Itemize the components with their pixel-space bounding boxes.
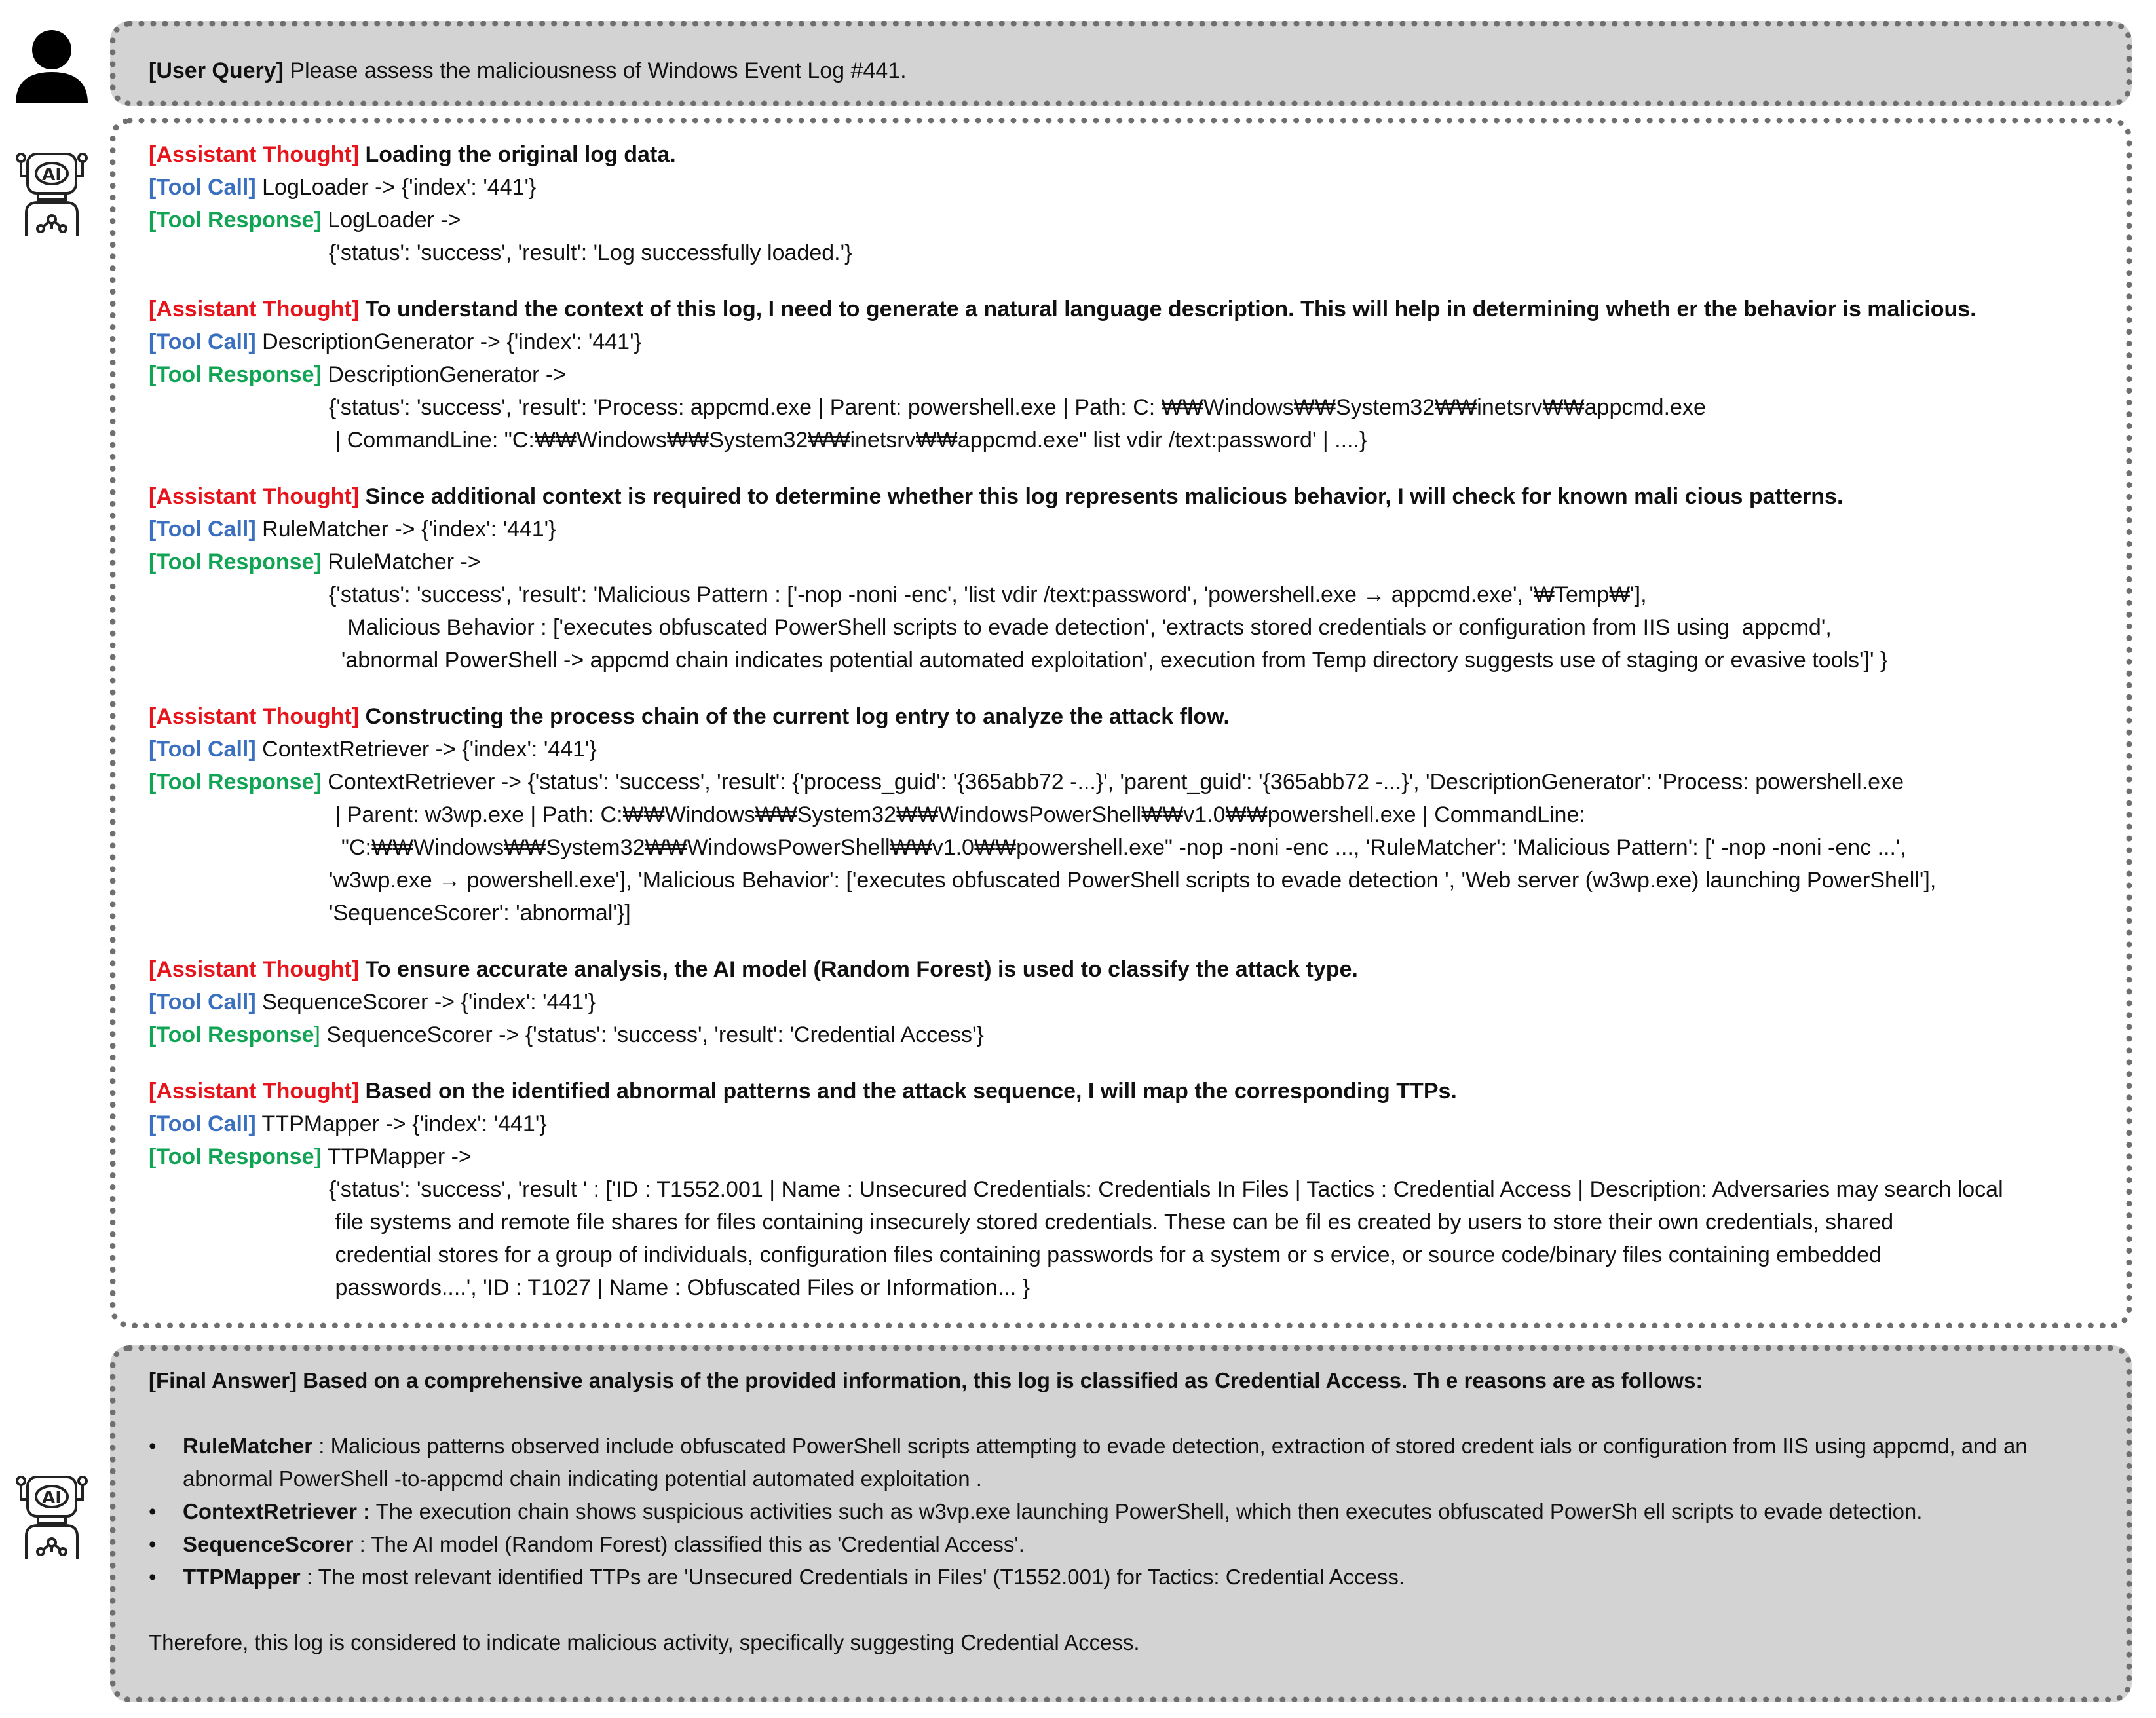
- step-sequence-scorer: [Assistant Thought] To ensure accurate analysis, the AI model (Random Forest) is used to classify the attack type. [Tool Call] SequenceScorer -> {'index': '441'} [Tool Response] SequenceScorer -> {'status': 'success', 'result': 'Credential Access'}: [149, 957, 1358, 1047]
- reason-text: : The AI model (Random Forest) classified this as 'Credential Access'.: [353, 1532, 1025, 1556]
- tool-call-label: [Tool Call]: [149, 329, 256, 354]
- tool-call-label: [Tool Call]: [149, 990, 256, 1015]
- thought-label: [Assistant Thought]: [149, 957, 360, 982]
- tool-response-label: [Tool Response]: [149, 208, 322, 233]
- tool-call-label: [Tool Call]: [149, 737, 256, 762]
- thought-text: Based on the identified abnormal patterns and the attack sequence, I will map the corresponding TTPs.: [365, 1079, 1457, 1104]
- tool-response-body: {'status': 'success', 'result ' : ['ID : T1552.001 | Name : Unsecured Credentials: Credentials In Files | Tactics : Credential Access | Description: Adversaries may search local file systems and remote file shares for files containing insecurely stored credentials. These can be fil es created by users to store their own credentials, shared credential stores for a group of individuals, configuration files containing passwords for a system or s ervice, or source code/binary files containing embedded passwords....', 'ID : T1027 | Name : Obfuscated Files or Information... }: [329, 1177, 2003, 1300]
- thought-label: [Assistant Thought]: [149, 142, 360, 167]
- tool-call-text: LogLoader -> {'index': '441'}: [262, 175, 537, 200]
- reason-text: : Malicious patterns observed include obfuscated PowerShell scripts attempting to evade detection, extraction of stored credent ials or configuration from IIS using appcmd, and an abnormal PowerShell -to-appcmd chain indicating potential automated exploitation .: [183, 1434, 2028, 1491]
- svg-text:AI: AI: [42, 165, 62, 185]
- step-log-loader: [149, 138, 2093, 269]
- tool-response-body: {'status': 'success', 'result': 'Malicious Pattern : ['-nop -noni -enc', 'list vdir /text:password', 'powershell.exe → appcmd.exe', '₩Temp₩'], Malicious Behavior : ['executes obfuscated PowerShell scripts to evade detection', 'extracts stored credentials or configuration from IIS using appcmd', 'abnormal PowerShell -> appcmd chain indicates potential automated exploitation', execution from Temp directory suggests use of staging or evasive tools']' }: [329, 582, 1888, 673]
- step-ttp-mapper: [149, 1075, 2093, 1304]
- thought-label: [Assistant Thought]: [149, 297, 360, 322]
- tool-call-label: [Tool Call]: [149, 1111, 256, 1136]
- step-context-retriever: [149, 700, 2093, 929]
- tool-response-inline: ContextRetriever -> {'status': 'success', 'result': {'process_guid': '{365abb72 -...}', 'parent_guid': '{365abb72 -...}', 'DescriptionGenerator': 'Process: powershell.exe: [328, 770, 1904, 794]
- thought-text: Constructing the process chain of the current log entry to analyze the attack flow.: [365, 704, 1230, 729]
- thought-text: Loading the original log data.: [365, 142, 676, 167]
- tool-call-text: ContextRetriever -> {'index': '441'}: [262, 737, 597, 762]
- tool-call-text: TTPMapper -> {'index': '441'}: [261, 1111, 547, 1136]
- reason-item: [149, 1495, 2093, 1528]
- tool-call-text: RuleMatcher -> {'index': '441'}: [262, 517, 556, 542]
- reason-text: : The most relevant identified TTPs are 'Unsecured Credentials in Files' (T1552.001) for Tactics: Credential Access.: [300, 1565, 1405, 1589]
- tool-response-label: [Tool Response]: [149, 770, 322, 794]
- reason-text: The execution chain shows suspicious activities such as w3vp.exe launching PowerShell, which then executes obfuscated PowerSh ell scripts to evade detection.: [370, 1499, 1923, 1523]
- thought-text: To understand the context of this log, I need to generate a natural language description. This will help in determining wheth er the behavior is malicious.: [365, 297, 1976, 322]
- final-answer-heading: [Final Answer] Based on a comprehensive analysis of the provided information, this log is classified as Credential Access. Th e reasons are as follows:: [149, 1368, 1703, 1392]
- thought-label: [Assistant Thought]: [149, 1079, 360, 1104]
- tool-call-label: [Tool Call]: [149, 175, 256, 200]
- final-conclusion: Therefore, this log is considered to indicate malicious activity, specifically suggesting Credential Access.: [149, 1630, 1140, 1654]
- tool-response-body: {'status': 'success', 'result': 'Log successfully loaded.'}: [329, 240, 852, 265]
- ai-robot-icon: [12, 1470, 92, 1562]
- tool-call-text: SequenceScorer -> {'index': '441'}: [262, 990, 596, 1015]
- ai-robot-icon: [12, 147, 92, 239]
- reason-item: [149, 1430, 2093, 1495]
- step-description-generator: [149, 293, 2093, 457]
- tool-response-head: LogLoader ->: [328, 208, 461, 233]
- tool-response-head: DescriptionGenerator ->: [328, 362, 567, 387]
- tool-response-head: RuleMatcher ->: [328, 550, 481, 574]
- tool-response-label: [Tool Response]: [149, 362, 322, 387]
- final-answer-box: [110, 1345, 2132, 1702]
- reason-tool-name: TTPMapper: [183, 1565, 301, 1589]
- tool-response-body: {'status': 'success', 'result': 'Process: appcmd.exe | Parent: powershell.exe | Path: C: ₩₩Windows₩₩System32₩₩inetsrv₩₩appcmd.exe | CommandLine: "C:₩₩Windows₩₩System32₩₩inetsrv₩₩appcmd.exe" list vdir /text:password' | ....}: [329, 395, 1706, 453]
- thought-text: To ensure accurate analysis, the AI model (Random Forest) is used to classify the attack type.: [365, 957, 1358, 982]
- user-query-box: [110, 21, 2132, 106]
- reason-tool-name: RuleMatcher: [183, 1434, 313, 1458]
- final-answer-reasons: [149, 1430, 2093, 1594]
- tool-response-label: [Tool Response]: [149, 550, 322, 574]
- reason-item: [149, 1528, 2093, 1561]
- reason-tool-name: SequenceScorer: [183, 1532, 354, 1556]
- tool-response-inline: SequenceScorer -> {'status': 'success', 'result': 'Credential Access'}: [326, 1022, 984, 1047]
- assistant-steps-box: [110, 118, 2132, 1328]
- thought-label: [Assistant Thought]: [149, 484, 360, 509]
- tool-response-body: | Parent: w3wp.exe | Path: C:₩₩Windows₩₩System32₩₩WindowsPowerShell₩₩v1.0₩₩powershell.exe | CommandLine: "C:₩₩Windows₩₩System32₩₩WindowsPowerShell₩₩v1.0₩₩powershell.exe" -nop -noni -enc ..., 'RuleMatcher': 'Malicious Pattern': [' -nop -noni -enc ...', 'w3wp.exe → powershell.exe'], 'Malicious Behavior': ['executes obfuscated PowerShell scripts to evade detection ', 'Web server (w3wp.exe) launching PowerShell'], 'SequenceScorer': 'abnormal'}]: [329, 802, 1937, 925]
- tool-call-label: [Tool Call]: [149, 517, 256, 542]
- svg-text:AI: AI: [42, 1488, 62, 1508]
- tool-response-label: [Tool Response: [149, 1022, 314, 1047]
- user-query-text: Please assess the maliciousness of Windows Event Log #441.: [283, 58, 907, 83]
- reason-tool-name: ContextRetriever :: [183, 1499, 371, 1523]
- step-rule-matcher: [149, 480, 2093, 677]
- tool-response-head: TTPMapper ->: [327, 1144, 472, 1169]
- tool-call-text: DescriptionGenerator -> {'index': '441'}: [262, 329, 641, 354]
- thought-label: [Assistant Thought]: [149, 704, 360, 729]
- thought-text: Since additional context is required to determine whether this log represents malicious behavior, I will check for known mali cious patterns.: [365, 484, 1844, 509]
- user-avatar-icon: [12, 26, 92, 105]
- tool-response-label: [Tool Response]: [149, 1144, 322, 1169]
- user-query-tag: [User Query]: [149, 58, 284, 83]
- reason-item: [149, 1561, 2093, 1594]
